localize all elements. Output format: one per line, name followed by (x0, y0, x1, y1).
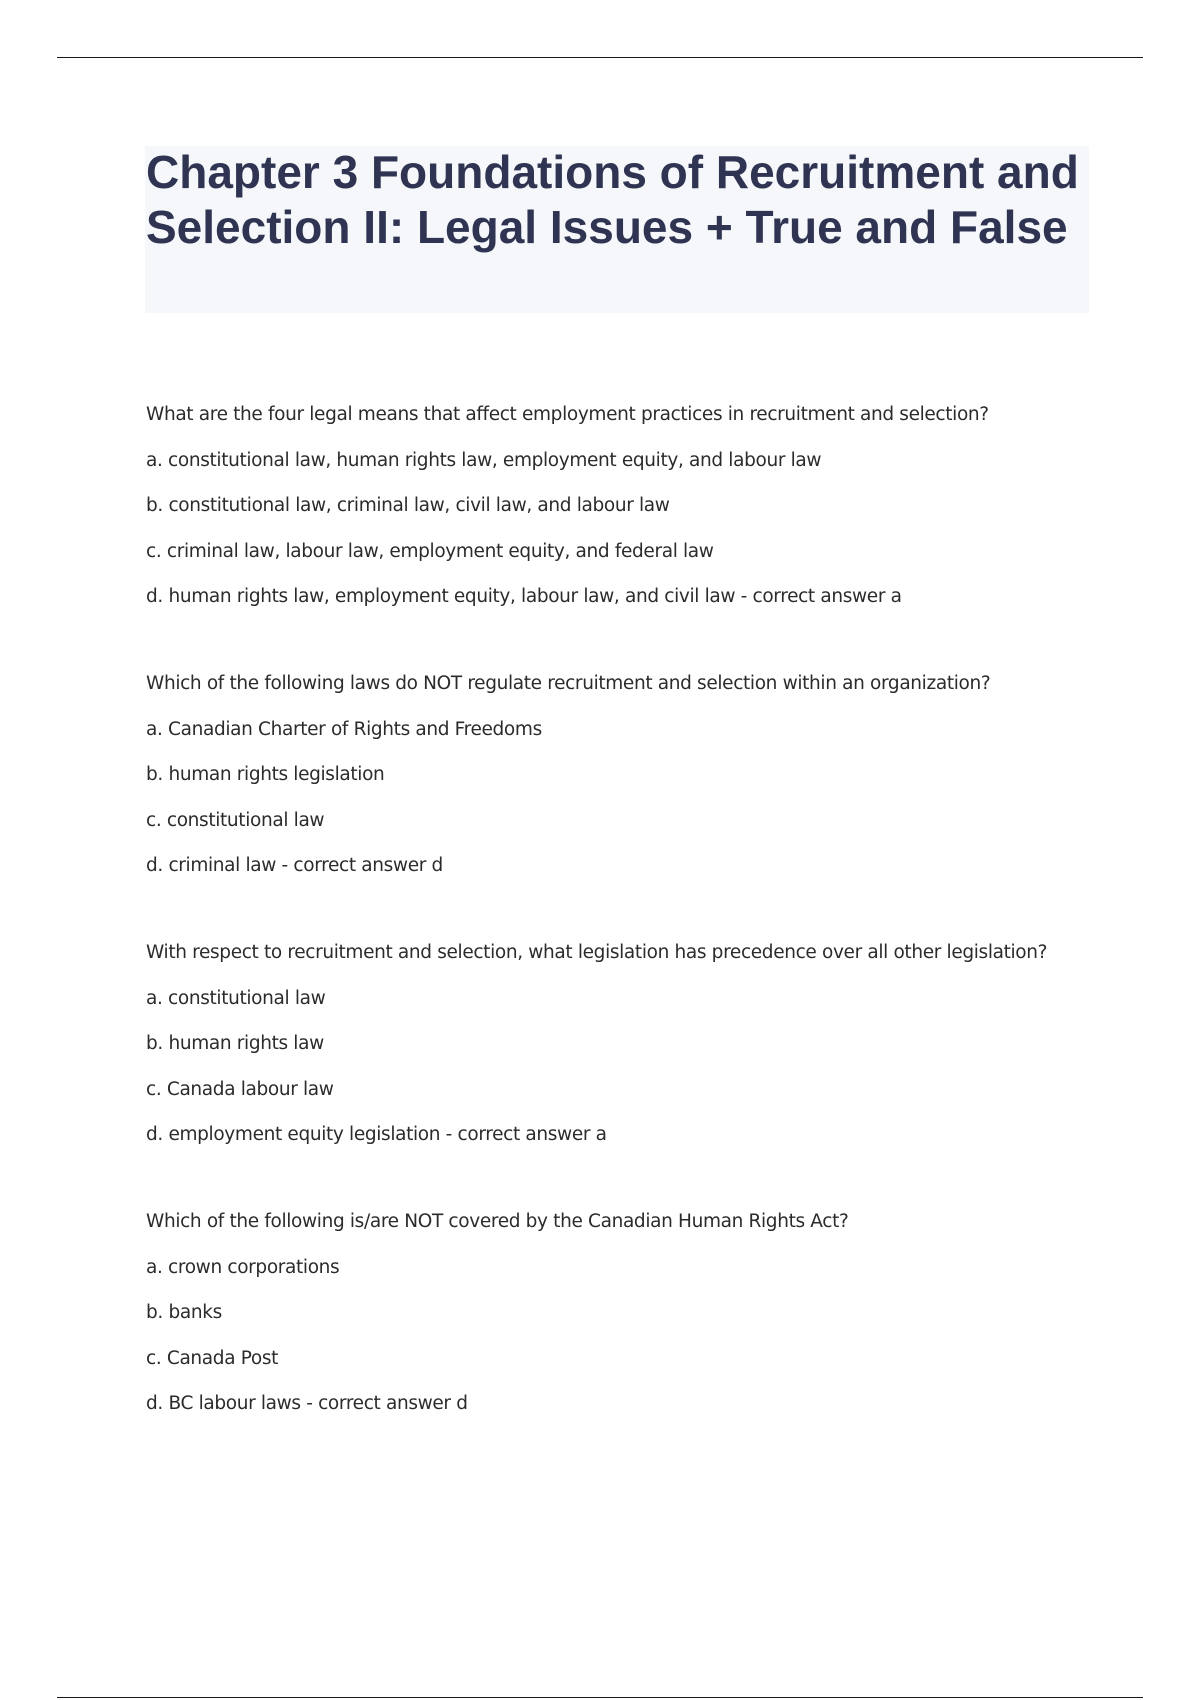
question-list (146, 403, 1106, 1479)
option-c: c. Canada Post (146, 1347, 279, 1369)
option-b: b. human rights law (146, 1033, 324, 1054)
option-a: a. Canadian Charter of Rights and Freedoms (146, 718, 542, 740)
question-block-4 (146, 1210, 1106, 1416)
option-b: b. constitutional law, criminal law, civil law, and labour law (146, 495, 670, 516)
option-b: b. human rights legislation (146, 764, 385, 785)
question-text: With respect to recruitment and selection, what legislation has precedence over all other legislation? (146, 942, 1048, 963)
option-d: d. criminal law - correct answer d (146, 855, 443, 876)
option-a: a. constitutional law (146, 987, 326, 1009)
question-block-2 (146, 672, 1106, 878)
option-d: d. human rights law, employment equity, labour law, and civil law - correct answer a (146, 586, 902, 607)
option-a: a. crown corporations (146, 1256, 340, 1278)
question-text: What are the four legal means that affect employment practices in recruitment and selection? (146, 404, 989, 425)
option-c: c. criminal law, labour law, employment equity, and federal law (146, 540, 714, 562)
bottom-rule (57, 1697, 1143, 1698)
question-block-3 (146, 941, 1106, 1147)
option-d: d. employment equity legislation - correct answer a (146, 1124, 607, 1145)
option-a: a. constitutional law, human rights law, employment equity, and labour law (146, 449, 822, 471)
option-c: c. Canada labour law (146, 1078, 334, 1100)
top-rule (57, 57, 1143, 58)
question-text: Which of the following is/are NOT covered by the Canadian Human Rights Act? (146, 1211, 849, 1232)
option-c: c. constitutional law (146, 809, 325, 831)
question-block-1 (146, 403, 1106, 609)
option-d: d. BC labour laws - correct answer d (146, 1393, 468, 1414)
question-text: Which of the following laws do NOT regulate recruitment and selection within an organization? (146, 673, 991, 694)
option-b: b. banks (146, 1302, 222, 1323)
page-title: Chapter 3 Foundations of Recruitment and Selection II: Legal Issues + True and False (146, 146, 1079, 253)
